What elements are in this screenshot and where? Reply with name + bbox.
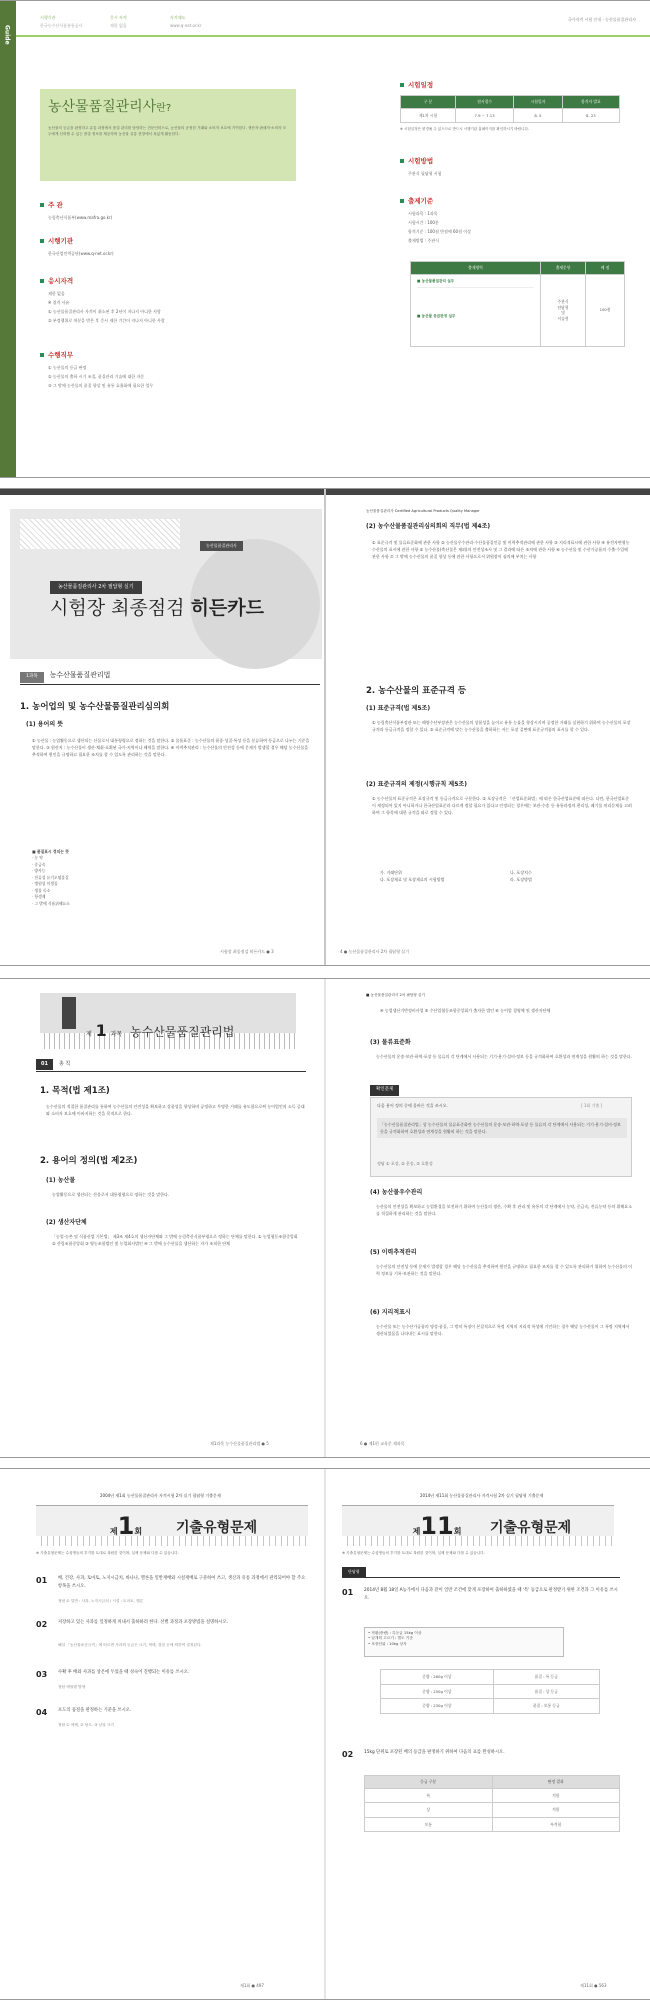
guide-side-tab [0, 1, 16, 478]
exam-note: ※ 기출유형문제는 수험생들의 후기를 토대로 복원한 것이며, 실제 문제와 다를 수 있습니다. [342, 1551, 485, 1555]
meta-item: 응시 자격 제한 없음 [110, 15, 127, 28]
page-footer: 6 ● 제1편 교육문 제과목 [360, 1441, 405, 1447]
section-badge: 01 총 칙 [36, 1059, 70, 1070]
bullet-icon [400, 199, 404, 203]
schedule-note: ※ 시험일정은 변경될 수 있으므로 반드시 시행기관 홈페이지를 확인하시기 바랍니다. [400, 127, 530, 132]
page-header: ■ 농산물품질관리사 2차 필답형 실기 [366, 993, 425, 997]
grade-result-table: 등급 구분 판정 결과 특 적합 상 적합 보통 부적합 [364, 1775, 620, 1832]
chapter-title: 제 1 과목 농수산물품질관리법 [86, 1021, 235, 1040]
exam-note: ※ 기출유형문제는 수험생들의 후기를 토대로 복원한 것이며, 실제 문제와 다를 수 있습니다. [36, 1551, 179, 1555]
question-type-tag: 단답형 [342, 1567, 366, 1577]
page-header: 2014년 제11회 농산물품질관리사 자격시험 2차 실기 필답형 기출문제 [420, 1493, 544, 1498]
question-number: 03 [36, 1670, 48, 1679]
page-exam-guide [0, 0, 650, 478]
body-text: ① 농수산물의 표준규격은 포장규격 및 등급규격으로 구분한다. ② 포장규격은 「산업표준화법」에 따른 한국산업표준에 따른다. 다만, 한국산업표준이 제정되어 있지 아니하거나 한국산업표준과 다르게 정할 필요가 있다고 인정되는 경우에는 보관·수송 등 유통과정의 편리성, 폐기물 처리문제를 고려하여 그 항목에 대한 규격을 따로 정할 수 있다. [372, 796, 632, 816]
bullet-icon [400, 83, 404, 87]
body-text: 「농업·농촌 및 식품산업 기본법」 제3조 제4호의 생산자단체와 그 밖에 농림축산식품부령으로 정하는 단체를 말한다. ① 농업협동조합중앙회 ② 산림조합중앙회 ③ 영농조합법인 및 농업회사법인 ④ 그 밖에 농수산물을 생산하는 자가 조직한 단체 [52, 1234, 298, 1247]
exam-banner [36, 1505, 308, 1545]
subsection-heading: (6) 지리적표시 [370, 1309, 411, 1316]
page-title: 농산물품질관리사란? [48, 99, 172, 115]
meta-item: 자격제도 www.q-net.or.kr [170, 15, 202, 28]
question-text: 수확 후 배와 사과를 상온에 두었을 때 성숙이 진행되는 이유를 쓰시오. [58, 1670, 190, 1675]
page-footer: 제1과목 농수산물품질관리법 ● 5 [210, 1441, 269, 1447]
subsection-heading: (2) 농수산물품질관리심의회의 직무(법 제4조) [366, 523, 491, 530]
question-answer: 정답 ① 색택, ② 당도, ③ 낱알 크기 [58, 1723, 115, 1727]
question-answer: 해설 「농산물표준규격」에 따르면 사과의 등급은 크기, 색택, 결점 등에 의하여 결정된다. [58, 1643, 202, 1647]
page-header: 2004년 제1회 농산물품질관리사 자격시험 2차 실기 필답형 기출문제 [100, 1493, 221, 1498]
body-text: 농수산물의 운송·보관·하역·포장 등 물류의 각 단계에서 사용되는 기기·용기·설비·정보 등을 규격화하여 호환성과 연계성을 원활히 하는 것을 말한다. [376, 1054, 632, 1059]
question-text: 포도의 품질을 판정하는 기준을 쓰시오. [58, 1708, 132, 1713]
bullet-icon [400, 159, 404, 163]
intro-text: 농산물의 등급을 판정하고 유통 과정에서 품질 관리를 담당하는 전문인력으로, 농산물의 공정한 거래와 소비자 보호에 기여한다. 생산자·판매자·소비자 모두에게 신뢰할 수 있는 품질 정보를 제공하며 농산물 유통 현장에서 폭넓게 활동한다. [48, 126, 287, 137]
section-criteria: 출제기준 시험과목 : 1과목 시험시간 : 100분 합격기준 : 100점 만점에 60점 이상 출제방법 : 주관식 [400, 197, 630, 247]
exam-banner [342, 1505, 614, 1545]
exam-round: 제1회 [109, 1512, 143, 1540]
section-schedule: 시험일정 구 분 원서접수 시험일자 합격자 발표 제1차 시험 7.9 ~ 7.13 8. 5 8. 23 ※ 시험일정은 변경될 수 있으므로 반드시 시행기관 홈페이지를 확인하시기 바랍니다. [400, 81, 630, 135]
chapter-heading: 1과목 농수산물품질관리법 [20, 669, 320, 685]
page-header-text: 국가자격 시험 안내 · 농산물품질관리사 [567, 17, 636, 22]
banner-subtitle: 농산물품질관리사 2차 필답형 실기 [50, 581, 142, 594]
exam-title: 기출유형문제 [176, 1520, 258, 1536]
section-heading: 2. 농수산물의 표준규격 등 [366, 686, 467, 696]
hazard-list: ■ 품질표시 정의는 뜻 · 농 약 · 중금속 · 방사능 · 잔류성 유기오염물질 · 병원성 미생물 · 생물 독소 · 항생제 · 그 밖에 식품위해요소 [32, 849, 70, 906]
question-text: 2014년 8월 18일 A농가에서 다음과 같이 일반 조건에 맞게 포장하여 출하하였을 때 '특' 등급으로 판정받기 위한 조건과 그 이유를 쓰시오. [364, 1588, 618, 1601]
spread-gutter [324, 1469, 326, 1999]
meta-item: 시행기관 한국농수산식품유통공사 [40, 15, 83, 28]
subsection-heading: (1) 용어의 뜻 [26, 721, 64, 728]
body-text: ① 농림축산식품부장관 또는 해양수산부장관은 농수산물의 상품성을 높이고 유통 능률을 향상시키며 공정한 거래를 실현하기 위하여 농수산물의 포장규격과 등급규격을 정할 수 있다. ② 표준규격에 맞는 농수산물을 출하하는 자는 포장 겉면에 표준규격품의 표시를 할 수 있다. [372, 720, 631, 733]
question-number: 02 [342, 1750, 354, 1759]
body-text: ④ 농업생산기반정비사업 ⑤ 수산업협동조합중앙회가 출자한 법인 ⑥ 농어업 경영체 및 생산자단체 [380, 1008, 551, 1013]
section-line: 농림축산식품부(www.mafra.go.kr) [48, 215, 113, 221]
page-header: 농산물품질관리사 Certified Agricultural Products Quality Manager [366, 509, 480, 513]
exam-title: 기출유형문제 [490, 1520, 572, 1536]
section-org: 주 관 농림축산식품부(www.mafra.go.kr) [40, 201, 300, 224]
intro-box [40, 89, 296, 181]
criteria-table: 출제영역 출제문항 배 점 ■ 농산물품질관리 실무 ■ 농산물 등급판정 실무 주관식 단답형 및 서술형 100점 [410, 261, 625, 347]
section-rule [36, 1071, 306, 1072]
subsection-heading: (1) 표준규격(법 제5조) [366, 705, 431, 712]
decoration-pattern [342, 1536, 614, 1546]
spread-gutter [324, 979, 326, 1457]
guide-tab-label: Guide [3, 25, 11, 45]
subsection-heading: (2) 표준규격의 제정(시행규칙 제5조) [366, 781, 467, 788]
page-footer: 제1회 ● 497 [240, 1983, 264, 1989]
question-answer: 정답 에틸렌 발생 [58, 1685, 86, 1689]
spread-gutter [324, 489, 326, 965]
body-text: 농업활동으로 생산되는 산물로서 대통령령으로 정하는 것을 말한다. [52, 1192, 170, 1197]
section-heading: 2. 용어의 정의(법 제2조) [40, 1156, 138, 1166]
question-text: 저장하고 있는 사과를 일정하게 꺼내서 출하하려 한다. 선별 과정과 포장방법을 설명하시오. [58, 1620, 228, 1625]
question-text: 배, 건강, 사과, 토마토, 노지시금치, 바나나, 멜론을 일반재배와 시설재배로 구분하여 쓰고, 생산과 유통 과정에서 관리되어야 할 주요 항목을 쓰시오. [58, 1576, 306, 1589]
spec-list: 가. 거래단위 다. 포장재료 및 포장재료의 시험방법 [380, 870, 445, 883]
chapter-number-block [62, 997, 76, 1029]
page-chapter-one [0, 978, 650, 1458]
spec-list: 나. 포장치수 라. 포장방법 [510, 870, 532, 883]
bullet-icon [40, 353, 44, 357]
question-number: 01 [36, 1576, 48, 1585]
body-text: ① 농산물 : 농업활동으로 생산되는 산물로서 대통령령으로 정하는 것을 말한다. ② 물품표준 : 농수산물의 품종·성질·특성 등을 분류하여 등급으로 나누는 기준을 말한다. ③ 원산지 : 농수산물이 생산·채취·포획된 국가·지역이나 해역을 말한다. ④ 이력추적관리 : 농수산물의 안전성 등에 문제가 발생할 경우 해당 농수산물을 추적하여 원인을 규명하고 필요한 조치를 할 수 있도록 관리하는 것을 말한다. [32, 738, 310, 758]
body-text: 농수산물 또는 농수산가공품의 명성·품질, 그 밖의 특징이 본질적으로 특정 지역의 지리적 특성에 기인하는 경우 해당 농수산물이 그 특정 지역에서 생산되었음을 나타내는 표시를 말한다. [376, 1324, 630, 1337]
section-line: 한국산업인력공단(www.q-net.or.kr) [48, 251, 114, 257]
page-hidden-card [0, 488, 650, 966]
decoration-pattern [36, 1536, 308, 1546]
subsection-heading: (3) 물류표준화 [370, 1039, 411, 1046]
section-heading: 1. 농어업의 및 농수산물품질관리심의회 [20, 702, 170, 712]
bullet-icon [40, 279, 44, 283]
bullet-icon [40, 239, 44, 243]
section-method: 시험방법 주관식 필답형 시험 [400, 157, 630, 180]
body-text: 농수산물의 안전성 등에 문제가 발생할 경우 해당 농수산물을 추적하여 원인을 규명하고 필요한 조치를 할 수 있도록 관리하기 위하여 농수산물의 이력 정보를 기록·보관하는 것을 말한다. [376, 1264, 632, 1277]
header-divider [16, 35, 650, 37]
subsection-heading: (1) 농산물 [46, 1177, 76, 1184]
banner-tag: 농산물품질관리사 [200, 541, 243, 551]
section-heading: 1. 목적(법 제1조) [40, 1086, 110, 1096]
grade-table: 중량 : 260g 이상 품질 : 특 등급 중량 : 250g 이상 품질 : 상 등급 중량 : 230g 이상 품질 : 보통 등급 [380, 1669, 600, 1714]
title-banner [10, 509, 322, 659]
body-text: 농산물의 안전성을 확보하고 농업환경을 보전하기 위하여 농산물의 생산, 수확 후 관리 및 유통의 각 단계에서 농약, 중금속, 잔류농약 등의 위해요소를 적절하게 관리하는 것을 말한다. [376, 1204, 632, 1217]
page-footer: 4 ● 농산물품질관리사 2차 필답형 실기 [340, 949, 410, 955]
section-rule [342, 1577, 620, 1578]
subsection-heading: (2) 생산자단체 [46, 1219, 87, 1226]
subsection-heading: (4) 농산물우수관리 [370, 1189, 423, 1196]
subsection-heading: (5) 이력추적관리 [370, 1249, 417, 1256]
banner-title: 시험장 최종점검 히든카드 [50, 597, 264, 619]
question-number: 01 [342, 1588, 354, 1597]
bullet-icon [40, 203, 44, 207]
section-qualify: 응시자격 제한 없음 ※ 결격 사유 ① 농산물품질관리사 자격이 취소된 후 2년이 지나지 아니한 사람 ② 부정행위로 처분을 받은 후 응시 제한 기간이 지나지 아니한 사람 [40, 277, 300, 327]
page-footer: 시험장 최종점검 히든카드 ● 3 [220, 949, 274, 955]
question-number: 02 [36, 1620, 48, 1629]
page-footer: 제11회 ● 563 [580, 1983, 607, 1989]
body-text: ① 표준규격 및 물류표준화에 관한 사항 ② 농산물우수관리·수산물품질인증 및 이력추적관리에 관한 사항 ③ 지리적표시에 관한 사항 ④ 유전자변형농수산물의 표시에 관한 사항 ⑤ 농수산물(축산물은 제외)의 안전성조사 및 그 결과에 따른 조치에 관한 사항 ⑥ 농수산물 및 수산가공품의 수출·수입에 관한 사항 ⑦ 그 밖에 농수산물의 품질 향상 등에 관한 사항으로서 위원장이 심의에 부치는 사항 [372, 540, 630, 560]
question-number: 04 [36, 1708, 48, 1717]
question-answer: 정답 ① 일반 : 사과, 노지시금치 / 시설 : 토마토, 멜론 [58, 1599, 144, 1603]
question-text: 15kg 단위로 포장된 배의 등급을 판정하기 위하여 다음의 표를 완성하시오. [364, 1750, 505, 1755]
section-exam-org: 시행기관 한국산업인력공단(www.q-net.or.kr) [40, 237, 300, 260]
page-past-exams [0, 1468, 650, 2000]
review-box: 다음 용어 정의 중에 올바른 것을 쓰시오. [ 1회 기출 ] 「농수산물품질관리법」상 농수산물의 물류표준화란 농수산물의 운송·보관·하역·포장 등 물류의 각 단계에서 사용되는 기기·용기·설비·정보 등을 규격화하여 호환성과 연계성을 원활히 하는 것을 말한다. 정답 ① 포장, ② 운송, ③ 호환성 [370, 1097, 632, 1177]
exam-round: 제11회 [412, 1512, 462, 1540]
section-duty: 수행직무 ① 농산물의 등급 판정 ② 농산물의 출하 시기 조절, 품질관리 기술에 대한 자문 ③ 그 밖에 농산물의 품질 향상 및 유통 효율화에 필요한 업무 [40, 351, 300, 392]
body-text: 농수산물의 적절한 품질관리를 통하여 농수산물의 안전성을 확보하고 상품성을 향상하며 공정하고 투명한 거래를 유도함으로써 농어업인의 소득 증대와 소비자 보호에 이바지하는 것을 목적으로 한다. [46, 1104, 305, 1117]
review-box-tag: 확인문제 [370, 1085, 399, 1096]
decoration-pattern [20, 519, 180, 549]
condition-box: • 작황(중량) : 특등급 15kg 이상 • 낱개의 고르기 : 별도 기준 • 포장단위 : 10kg 상자 [364, 1627, 564, 1657]
schedule-table: 구 분 원서접수 시험일자 합격자 발표 제1차 시험 7.9 ~ 7.13 8. 5 8. 23 [400, 95, 620, 123]
